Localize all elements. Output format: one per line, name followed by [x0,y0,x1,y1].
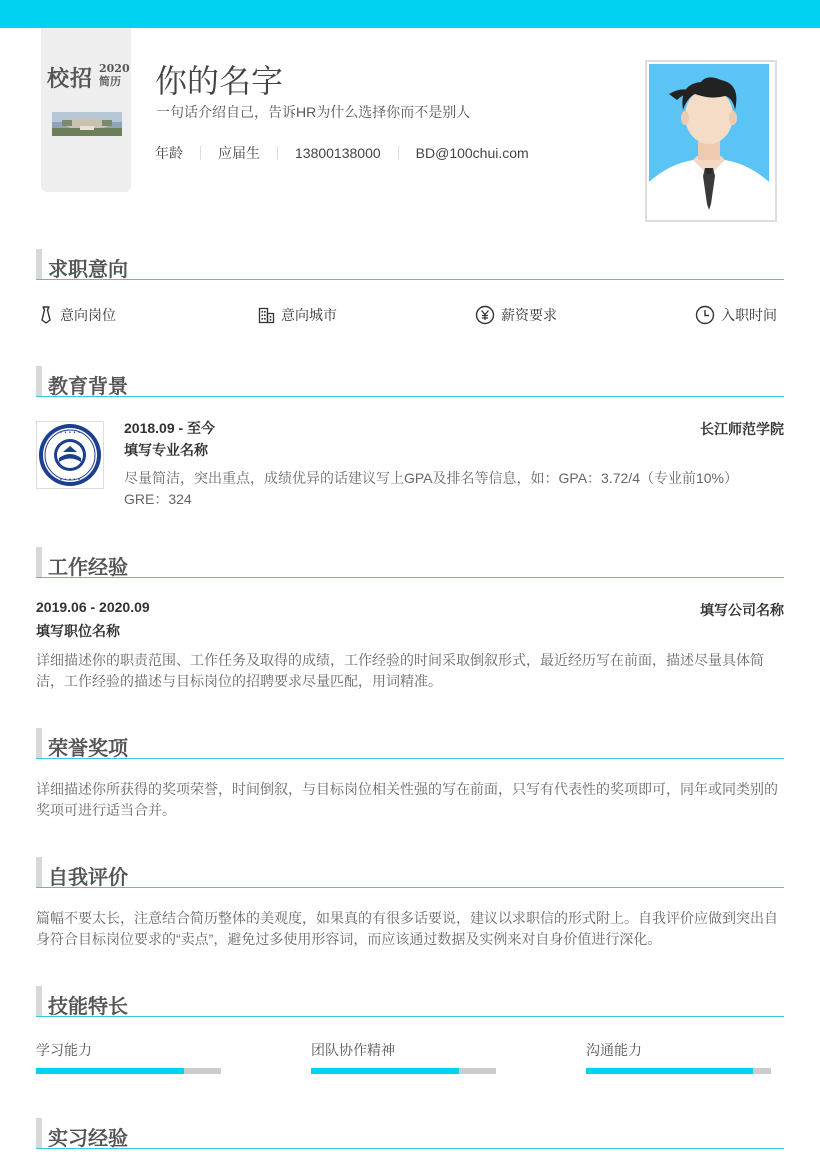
info-divider [277,146,278,160]
intent-position [38,305,116,325]
tie-icon [38,306,54,324]
svg-text:• • • • •: • • • • • [59,477,81,483]
intent-position-label: 意向岗位 [60,307,116,323]
education-major: 填写专业名称 [124,442,208,458]
honors-description: 详细描述你所获得的奖项荣誉，时间倒叙，与目标岗位相关性强的写在前面，只写有代表性的奖项即可，同年或同类别的奖项可进行适当合并。 [36,781,778,818]
section-bar [36,728,42,758]
section-title-text: 实习经验 [48,1128,128,1150]
work-title: 填写职位名称 [36,623,120,639]
section-bar [36,986,42,1016]
avatar-illustration [649,64,769,214]
section-bar [36,547,42,577]
education-school: 长江师范学院 [700,421,784,437]
school-logo [36,421,104,489]
section-title-skills [36,986,784,1017]
info-divider [398,146,399,160]
work-date: 2019.06 - 2020.09 [36,599,150,615]
logo-main-text: 校招 [47,66,94,92]
section-title-text: 荣誉奖项 [48,738,128,760]
skill-track [311,1068,496,1074]
skill-item [586,1040,771,1062]
section-title-text: 求职意向 [48,259,128,281]
section-bar [36,1118,42,1148]
skill-track [586,1068,771,1074]
clock-icon [695,305,715,325]
education-date: 2018.09 - 至今 [124,420,216,436]
section-title-text: 技能特长 [48,996,128,1018]
profile-photo [645,60,777,222]
skill-fill [36,1068,184,1074]
section-title-work [36,547,784,578]
top-accent-bar [0,0,820,28]
campus-image [52,112,122,136]
education-description: 尽量简洁，突出重点，成绩优异的话建议写上GPA及排名等信息，如：GPA：3.72/4（专业前10%） GRE：324 [124,470,738,507]
skill-fill [311,1068,459,1074]
section-title-text: 自我评价 [48,867,128,889]
intent-city-label: 意向城市 [281,307,337,323]
section-title-education [36,366,784,397]
age-field: 年龄 [155,145,183,161]
logo-year: 2020 [99,62,130,75]
status-field: 应届生 [218,145,260,161]
candidate-intro: 一句话介绍自己，告诉HR为什么选择你而不是别人 [156,104,471,120]
work-description: 详细描述你的职责范围、工作任务及取得的成绩，工作经验的时间采取倒叙形式，最近经历写在前面，描述尽量具体简洁，工作经验的描述与目标岗位的招聘要求尽量匹配，用词精准。 [36,652,764,689]
svg-text:• • • • •: • • • • • [59,430,81,436]
section-title-text: 教育背景 [48,376,128,398]
work-company: 填写公司名称 [700,602,784,618]
email-field: BD@100chui.com [415,145,529,161]
phone-field: 13800138000 [295,145,381,161]
logo-year-text [99,62,130,88]
skill-item [311,1040,496,1062]
building-icon [258,307,275,324]
skill-track [36,1068,221,1074]
skill-item [36,1040,221,1062]
basic-info-row [155,143,529,163]
self-description: 篇幅不要太长，注意结合简历整体的美观度，如果真的有很多话要说，建议以求职信的形式附上。自我评价应做到突出自身符合目标岗位要求的“卖点”，避免过多使用形容词，而应该通过数据及实例来对自身价值进行深化。 [36,910,778,947]
intent-city [258,305,337,325]
skill-label: 团队协作精神 [311,1042,395,1058]
section-bar [36,857,42,887]
skill-label: 沟通能力 [586,1042,642,1058]
section-title-honors [36,728,784,759]
logo-sub: 简历 [99,75,121,88]
school-seal-icon [37,422,103,488]
intent-salary [475,305,557,325]
section-title-intern [36,1118,784,1149]
intent-time-label: 入职时间 [721,307,777,323]
section-bar [36,366,42,396]
section-bar [36,249,42,279]
skill-fill [586,1068,753,1074]
section-title-intent [36,249,784,280]
yuan-icon [475,305,495,325]
skill-label: 学习能力 [36,1042,92,1058]
section-title-text: 工作经验 [48,557,128,579]
intent-salary-label: 薪资要求 [501,307,557,323]
section-title-self [36,857,784,888]
candidate-name: 你的名字 [155,63,284,99]
info-divider [200,146,201,160]
logo-block [41,28,131,192]
intent-time [695,305,777,325]
